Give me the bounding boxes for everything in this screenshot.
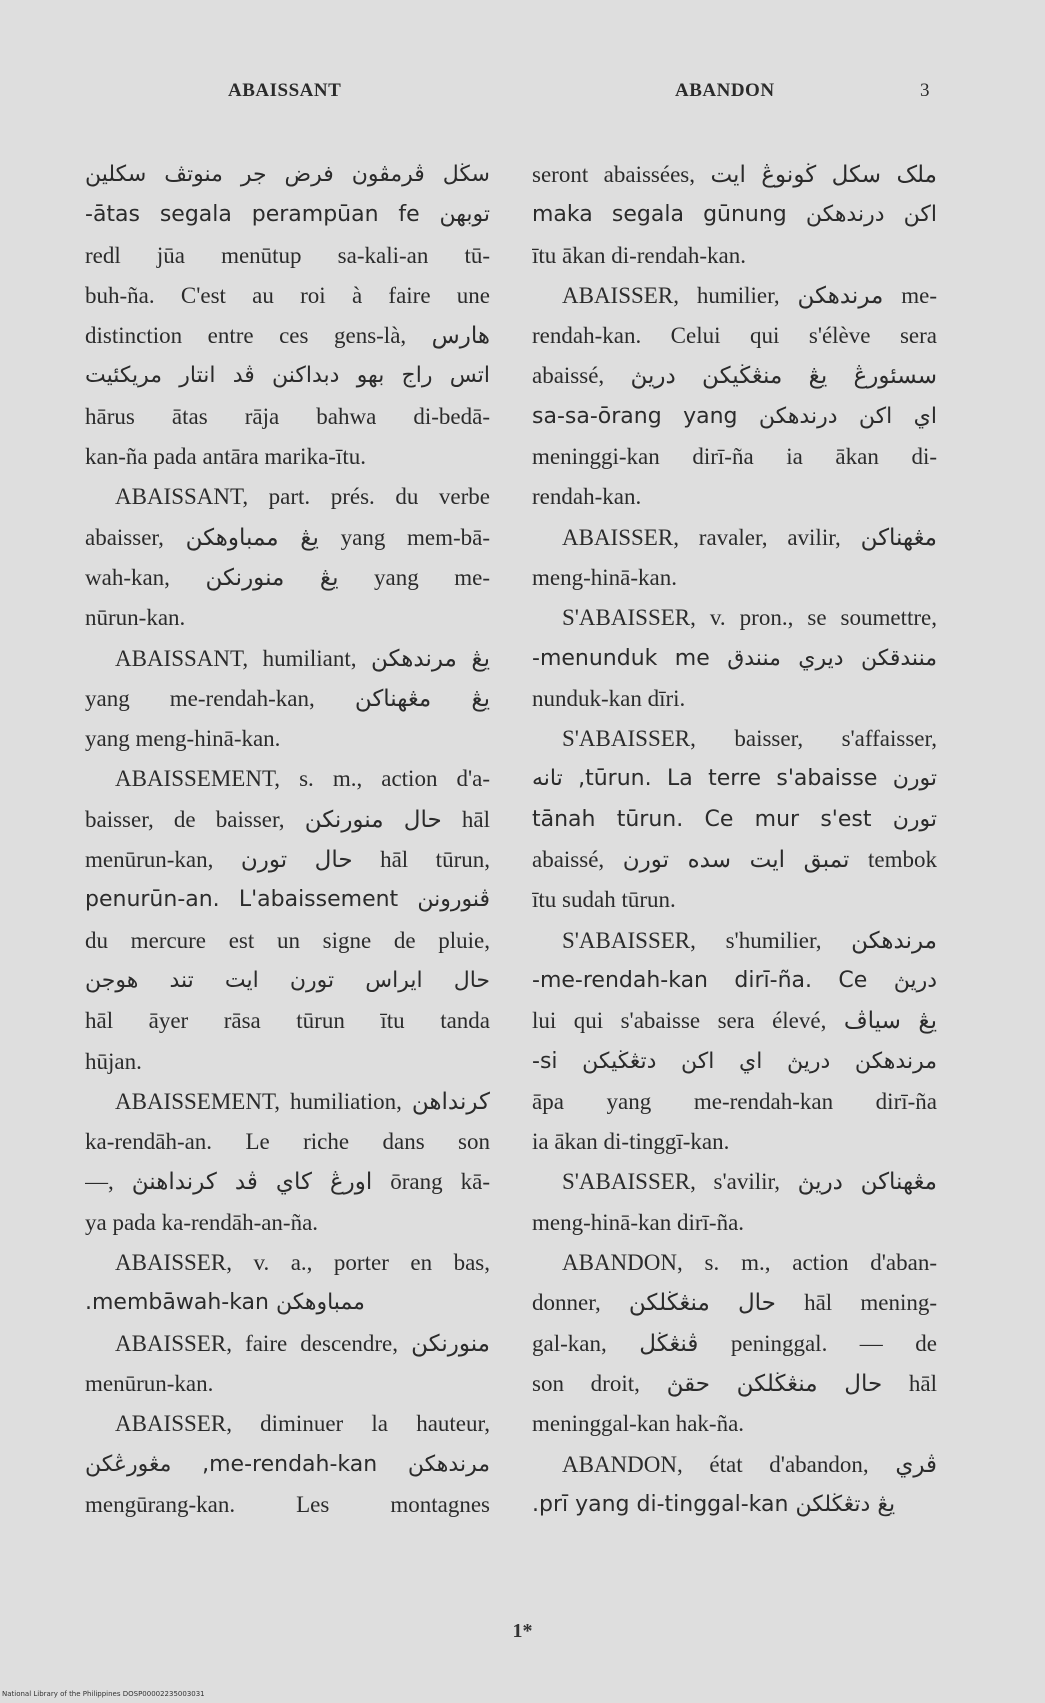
text-line: ممباوهکن membāwah-kan. [85,1290,365,1316]
text-line: تورن tānah tūrun. Ce mur s'est [532,806,937,832]
text-line: ABAISSER, ravaler, avilir, مڠهناکن [562,524,937,550]
text-line: S'ABAISSER, v. pron., se soumettre, [562,605,937,631]
text-line: du mercure est un signe de pluie, [85,927,490,953]
text-line: ka-rendāh-an. Le riche dans son [85,1129,490,1155]
text-line: rendah-kan. [532,484,642,510]
page-number: 3 [920,80,930,101]
text-line: hūjan. [85,1048,142,1074]
text-line: حال ايراس تورن ايت تند هوجن [85,967,490,993]
text-line: menūrun-kan. [85,1370,214,1396]
text-line: ya pada ka-rendāh-an-ña. [85,1209,319,1235]
text-line: يڠ دتڠڬلکن prī yang di-tinggal-kan. [532,1491,896,1517]
text-line: ABAISSEMENT, humiliation, کرنداهن [115,1088,490,1114]
text-line: rendah-kan. Celui qui s'élève sera [532,323,937,349]
text-line: meng-hinā-kan. [532,564,677,590]
text-line: meninggal-kan hak-ña. [532,1411,745,1437]
header-center: ABANDON [675,80,775,101]
text-line: ABAISSEMENT, s. m., action d'a- [115,766,490,792]
right-column [532,155,937,1525]
text-line: مرندهکن دريڽ اي اکن دتڠڬيکن si- [532,1048,937,1074]
text-line: منندقکن ديري منندق menunduk me- [532,645,937,671]
text-line: ABAISSER, humilier, مرندهکن me- [562,282,937,308]
text-line: menūrun-kan, حال تورن hāl tūrun, [85,847,490,873]
text-line: تورن tūrun. La terre s'abaisse, تانه [532,766,937,792]
text-line: ABANDON, s. m., action d'aban- [562,1250,937,1276]
text-line: meng-hinā-kan dirī-ña. [532,1209,745,1235]
text-line: ABAISSER, v. a., porter en bas, [115,1250,490,1276]
text-line: سڬل ڤرمڤون فرض جر منوتڤ سکلين [85,162,490,187]
text-line: مرندهکن me-rendah-kan, مڠورڠکن [85,1451,490,1477]
text-line: توبهن ātas segala perampūan fe- [85,202,490,228]
text-line: اتس راج بهو دبداکنن ڤد انتار مريکئيت [85,363,490,389]
text-line: seront abaissées, ملک سکل ڬونوڠ ايت [532,162,937,187]
text-line: S'ABAISSER, s'avilir, مڠهناکن دريڽ [562,1169,937,1195]
text-line: abaissé, سسئورڠ يڠ منڠڬيکن دريڽ [532,363,937,389]
text-line: اکن درندهکن maka segala gūnung [532,202,937,228]
left-column [85,155,490,1525]
text-line: baisser, de baisser, حال منورنکن hāl [85,806,490,832]
text-line: gal-kan, ڤنڠڬل peninggal. — de [532,1330,937,1356]
text-line: ītu sudah tūrun. [532,887,676,913]
text-line: ABAISSANT, humiliant, يڠ مرندهکن [115,645,490,671]
text-line: kan-ña pada antāra marika-ītu. [85,444,366,470]
text-line: S'ABAISSER, s'humilier, مرندهکن [562,927,937,953]
text-line: hāl āyer rāsa tūrun ītu tanda [85,1008,490,1034]
text-line: hārus ātas rāja bahwa di-bedā- [85,403,490,429]
text-line: ia ākan di-tinggī-kan. [532,1129,730,1155]
text-line: —, اورڠ کاي ڤد کرنداهنڽ ōrang kā- [85,1169,490,1195]
text-line: yang me-rendah-kan, يڠ مڠهناکن [85,685,490,711]
text-line: ABAISSER, faire descendre, منورنکن [115,1330,490,1356]
scan-credit: National Library of the Philippines DOSP00002235003031 [2,1690,205,1698]
signature-mark: 1* [512,1620,533,1642]
text-line: redl jūa menūtup sa-kali-an tū- [85,242,490,268]
text-line: ABAISSER, diminuer la hauteur, [115,1411,490,1437]
text-line: āpa yang me-rendah-kan dirī-ña [532,1088,937,1114]
text-line: abaissé, تمبق ايت سده تورن tembok [532,847,937,873]
text-line: ABANDON, état d'abandon, ڤري [562,1451,937,1477]
text-line: دريڽ me-rendah-kan dirī-ña. Ce- [532,967,937,993]
text-line: اي اکن درندهکن sa-sa-ōrang yang [532,403,937,429]
text-line: yang meng-hinā-kan. [85,726,281,752]
header-left: ABAISSANT [228,80,342,101]
running-header [80,80,930,110]
text-line: donner, حال منڠڬلکن hāl mening- [532,1290,937,1316]
text-line: nunduk-kan dīri. [532,685,686,711]
text-line: abaisser, يڠ ممباوهکن yang mem-bā- [85,524,490,550]
text-line: ڤنورونن penurūn-an. L'abaissement [85,887,490,913]
text-line: son droit, حال منڠڬلکن حقڽ hāl [532,1370,937,1396]
text-line: buh-ña. C'est au roi à faire une [85,282,490,308]
text-line: nūrun-kan. [85,605,186,631]
text-line: distinction entre ces gens-là, هارس [85,323,490,349]
text-line: ABAISSANT, part. prés. du verbe [115,484,490,510]
text-line: S'ABAISSER, baisser, s'affaisser, [562,726,937,752]
text-line: ītu ākan di-rendah-kan. [532,242,746,268]
text-line: mengūrang-kan. Les montagnes [85,1491,490,1517]
text-line: wah-kan, يڠ منورنکن yang me- [85,564,490,590]
text-line: lui qui s'abaisse sera élevé, يڠ سياڤ [532,1008,937,1034]
text-line: meninggi-kan dirī-ña ia ākan di- [532,444,937,470]
